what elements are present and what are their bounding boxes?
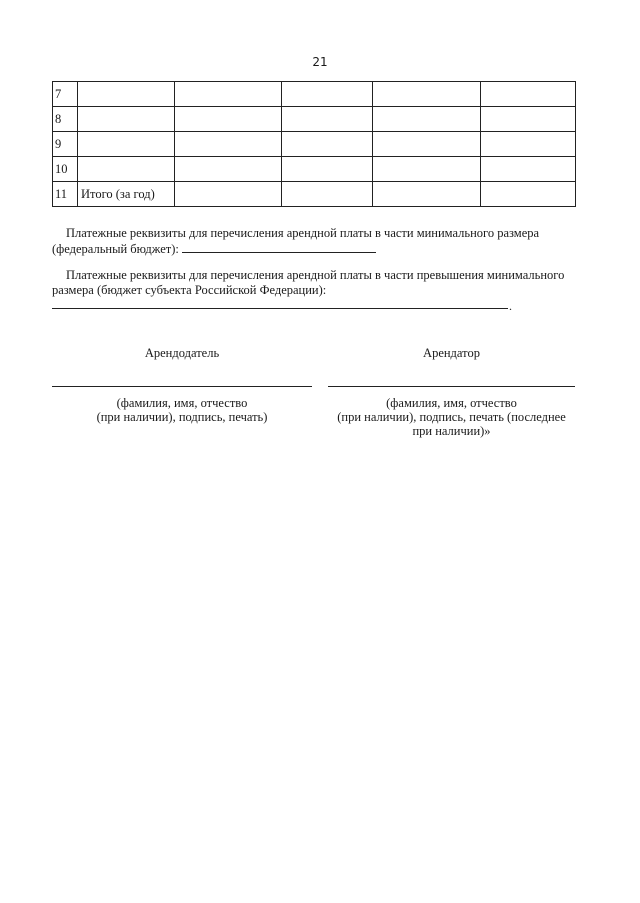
table-cell — [373, 107, 481, 132]
row-number-cell: 10 — [53, 157, 78, 182]
table-row — [53, 132, 576, 157]
table-cell — [373, 157, 481, 182]
regional-payment-details — [52, 268, 575, 298]
table-cell — [175, 132, 282, 157]
table-body — [53, 82, 576, 207]
table-cell — [175, 82, 282, 107]
tenant-signature-line — [328, 386, 575, 387]
landlord-caption-line2: (при наличии), подпись, печать) — [96, 410, 268, 424]
tenant-caption — [328, 396, 575, 438]
table-cell — [373, 82, 481, 107]
landlord-caption — [52, 396, 312, 424]
table-cell — [175, 157, 282, 182]
tenant-caption-line3: при наличии)» — [412, 424, 491, 438]
table-cell — [481, 107, 576, 132]
tenant-caption-line2: (при наличии), подпись, печать (последнее — [337, 410, 566, 424]
table-row — [53, 107, 576, 132]
table-cell — [481, 132, 576, 157]
federal-payment-blank — [182, 241, 376, 253]
table-cell — [78, 82, 175, 107]
federal-payment-line1: Платежные реквизиты для перечисления арендной платы в части минимального размера — [66, 226, 540, 240]
tenant-caption-line1: (фамилия, имя, отчество — [386, 396, 517, 410]
table-cell — [282, 182, 373, 207]
landlord-signature-line — [52, 386, 312, 387]
row-number-cell: 7 — [53, 82, 78, 107]
landlord-caption-line1: (фамилия, имя, отчество — [116, 396, 248, 410]
table-cell — [373, 182, 481, 207]
table-cell — [282, 107, 373, 132]
table-cell — [373, 132, 481, 157]
page-number: 21 — [312, 55, 328, 69]
table-cell: Итого (за год) — [78, 182, 175, 207]
table-cell — [282, 82, 373, 107]
regional-payment-line2: размера (бюджет субъекта Российской Федерации): — [52, 283, 327, 297]
table-row — [53, 82, 576, 107]
regional-payment-line1: Платежные реквизиты для перечисления арендной платы в части превышения минимального — [66, 268, 565, 282]
table-cell — [78, 132, 175, 157]
federal-payment-details — [52, 226, 575, 257]
table-cell — [481, 182, 576, 207]
table-cell — [78, 107, 175, 132]
table-cell — [175, 107, 282, 132]
federal-payment-text-2 — [52, 241, 575, 257]
table-row — [53, 157, 576, 182]
table-cell — [282, 132, 373, 157]
table-cell — [78, 157, 175, 182]
landlord-title: Арендодатель — [144, 346, 220, 360]
payment-schedule-table — [52, 81, 576, 207]
table-cell — [481, 82, 576, 107]
row-number-cell: 11 — [53, 182, 78, 207]
federal-payment-line2: (федеральный бюджет): — [52, 242, 179, 256]
row-number-cell: 8 — [53, 107, 78, 132]
regional-payment-blank — [52, 308, 508, 309]
table-cell — [175, 182, 282, 207]
table-cell — [282, 157, 373, 182]
table-row — [53, 182, 576, 207]
regional-payment-period: . — [509, 299, 512, 313]
federal-payment-text — [52, 226, 575, 241]
tenant-title: Арендатор — [423, 346, 480, 360]
table-cell — [481, 157, 576, 182]
row-number-cell: 9 — [53, 132, 78, 157]
